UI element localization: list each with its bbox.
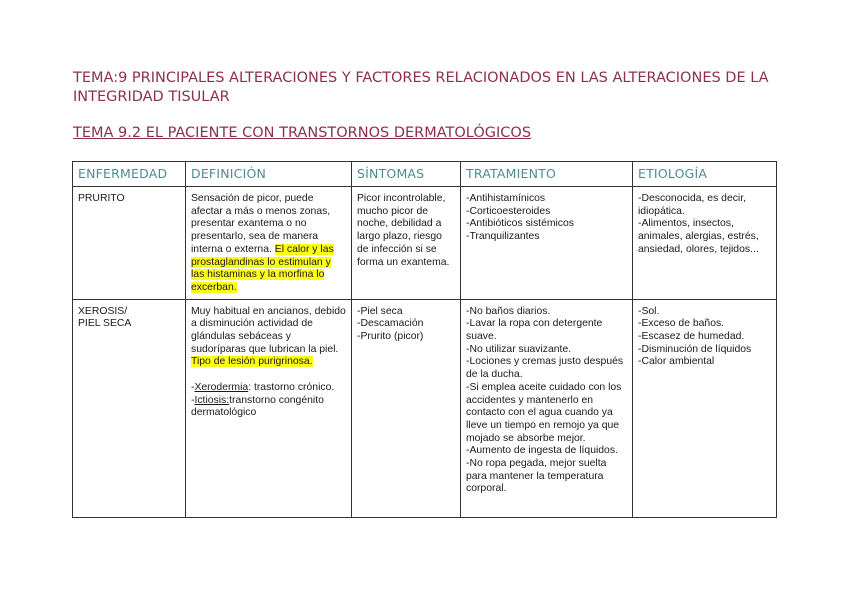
- cell-tratamiento: [461, 187, 633, 300]
- list-item: -Alimentos, insectos, animales, alergias, estrés, ansiedad, olores, tejidos...: [638, 218, 759, 255]
- page-title: TEMA:9 PRINCIPALES ALTERACIONES Y FACTORES RELACIONADOS EN LAS ALTERACIONES DE LA INTEGRIDAD TISULAR: [73, 70, 769, 105]
- xerodermia-definition: : trastorno crónico.: [248, 381, 335, 393]
- list-item: -Sol.: [638, 305, 660, 317]
- list-item: -Corticoesteroides: [466, 205, 551, 217]
- cell-definicion: [186, 187, 352, 300]
- cell-enfermedad: [73, 187, 186, 300]
- list-item: -Antibióticos sistémicos: [466, 218, 574, 230]
- disease-name: PRURITO: [78, 193, 125, 204]
- cell-enfermedad: [73, 299, 186, 517]
- disease-table: [72, 161, 777, 518]
- ictiosis-definition: transtorno congénito dermatológico: [191, 394, 324, 419]
- section-title: TEMA 9.2 EL PACIENTE CON TRANSTORNOS DERMATOLÓGICOS: [73, 125, 532, 141]
- definition-text: Sensación de picor, puede afectar a más o menos zonas, presentar exantema o no presentarlo, sea de manera interna o externa.: [191, 193, 331, 255]
- table-row: [73, 299, 777, 517]
- cell-definicion: [186, 299, 352, 517]
- list-item: -Descamación: [357, 318, 424, 330]
- list-item: -No ropa pegada, mejor suelta para mantener la temperatura corporal.: [466, 458, 607, 495]
- list-item: -Desconocida, es decir, idiopática.: [638, 193, 747, 217]
- cell-sintomas: [352, 187, 461, 300]
- header-enfermedad: ENFERMEDAD: [73, 162, 186, 187]
- list-item: -Calor ambiental: [638, 356, 715, 368]
- list-item: -Disminución de líquidos: [638, 343, 752, 355]
- list-item: -Exceso de baños.: [638, 318, 725, 330]
- definition-highlight: Tipo de lesión purigrinosa.: [191, 356, 313, 368]
- list-item: -Piel seca: [357, 305, 403, 317]
- table-header-row: [73, 162, 777, 187]
- disease-name-alt: PIEL SECA: [78, 318, 132, 330]
- list-item: -Si emplea aceite cuidado con los accidentes y mantenerlo en contacto con el agua cuando ya lleve un tiempo en remojo ya que mojado se absorbe mejor.: [466, 381, 622, 444]
- header-sintomas: SÍNTOMAS: [352, 162, 461, 187]
- table-row: [73, 187, 777, 300]
- list-item: -Lavar la ropa con detergente suave.: [466, 318, 603, 343]
- cell-etiologia: [633, 299, 777, 517]
- list-item: -Aumento de ingesta de líquidos.: [466, 445, 618, 457]
- symptoms-text: Picor incontrolable, mucho picor de noche, debilidad a largo plazo, riesgo de infección si se forma un exantema.: [357, 193, 450, 268]
- header-tratamiento: TRATAMIENTO: [461, 162, 633, 187]
- header-definicion: DEFINICIÓN: [186, 162, 352, 187]
- list-item: -Tranquilizantes: [466, 231, 540, 243]
- cell-sintomas: [352, 299, 461, 517]
- ictiosis-line: -Ictiosis:transtorno congénito dermatológico: [191, 394, 324, 419]
- list-item: -Antihistamínicos: [466, 193, 546, 204]
- list-item: -No baños diarios.: [466, 305, 551, 317]
- definition-text: Muy habitual en ancianos, debido a disminución actividad de glándulas sebáceas y sudoríparas que lubrican la piel.: [191, 305, 346, 355]
- header-etiologia: ETIOLOGÍA: [633, 162, 777, 187]
- list-item: -Prurito (picor): [357, 331, 424, 343]
- xerodermia-term: Xerodermia: [194, 381, 249, 393]
- definition-highlight: El calor y las prostaglandinas lo estimulan y las histaminas y la morfina lo excerban.: [191, 243, 334, 293]
- list-item: -Escasez de humedad.: [638, 331, 745, 343]
- list-item: -Lociones y cremas justo después de la ducha.: [466, 356, 624, 381]
- disease-name: XEROSIS/: [78, 305, 128, 317]
- list-item: -No utilizar suavizante.: [466, 343, 572, 355]
- cell-tratamiento: [461, 299, 633, 517]
- xerodermia-line: -Xerodermia: trastorno crónico.: [191, 381, 335, 393]
- ictiosis-term: Ictiosis:: [194, 394, 230, 406]
- cell-etiologia: [633, 187, 777, 300]
